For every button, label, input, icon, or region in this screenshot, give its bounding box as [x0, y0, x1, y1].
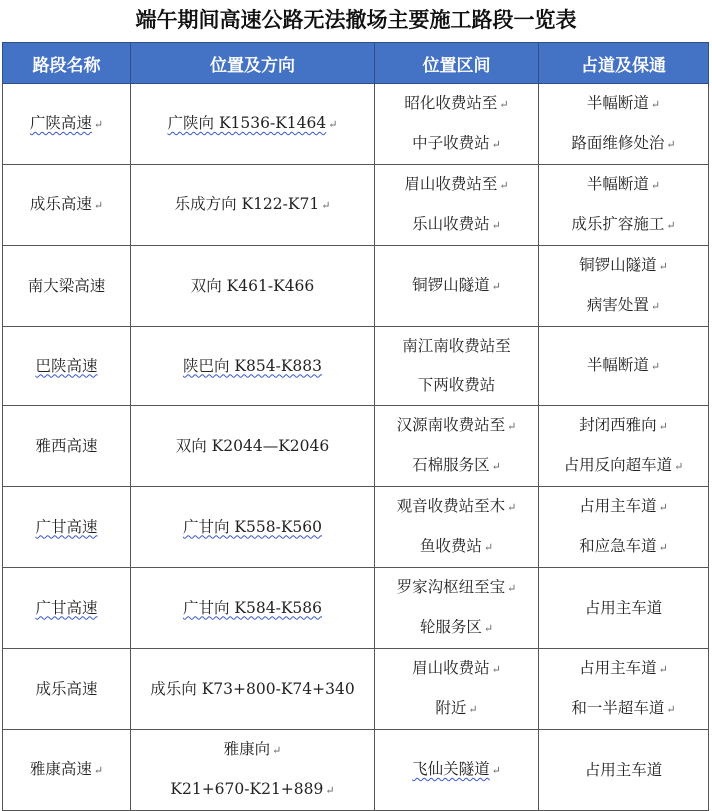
direction-cell [131, 327, 375, 406]
section-name-cell [3, 327, 131, 406]
construction-sections-table [2, 42, 709, 811]
paragraph-mark-icon: ↵ [328, 118, 338, 131]
cell-text-line [539, 689, 708, 729]
paragraph-mark-icon: ↵ [658, 541, 668, 554]
cell-text-line [3, 670, 130, 709]
lane-occupation-cell [539, 165, 709, 246]
paragraph-mark-icon: ↵ [666, 703, 676, 716]
cell-text: 和一半超车道 [571, 699, 665, 717]
cell-text: 乐成方向 K122-K71 [174, 195, 320, 213]
cell-text: 眉山收费站至 [404, 175, 498, 193]
direction-cell [131, 730, 375, 811]
range-cell [375, 730, 539, 811]
paragraph-mark-icon: ↵ [483, 541, 494, 554]
cell-text: 广甘高速 [35, 517, 98, 536]
table-row [3, 165, 709, 246]
header-section-name: 路段名称 [3, 43, 131, 84]
cell-text: 飞仙关隧道 [412, 760, 490, 778]
table-row [3, 327, 709, 406]
cell-text-line [3, 185, 130, 225]
cell-text-line [375, 750, 538, 790]
table-row [3, 84, 709, 165]
paragraph-mark-icon: ↵ [272, 744, 282, 757]
paragraph-mark-icon: ↵ [499, 179, 509, 192]
paragraph-mark-icon: ↵ [658, 420, 668, 433]
cell-text: 石棉服务区 [412, 456, 490, 474]
cell-text: 罗家沟枢纽至宝 [396, 578, 506, 596]
cell-text-line [539, 406, 708, 446]
cell-text: 病害处置 [586, 296, 649, 314]
cell-text-line [375, 124, 538, 164]
direction-cell [131, 84, 375, 165]
section-name-cell [3, 730, 131, 811]
cell-text-line [3, 104, 130, 144]
cell-text-line [131, 427, 374, 466]
cell-text: 汉源南收费站至 [396, 416, 506, 434]
paragraph-mark-icon: ↵ [658, 663, 668, 676]
header-lane-occupation: 占道及保通 [539, 43, 709, 84]
cell-text-line [539, 487, 708, 527]
table-row [3, 568, 709, 649]
cell-text-line [3, 750, 130, 790]
lane-occupation-cell [539, 568, 709, 649]
paragraph-mark-icon: ↵ [491, 219, 501, 232]
section-name-cell [3, 84, 131, 165]
cell-text: 占用主车道 [584, 598, 663, 617]
paragraph-mark-icon: ↵ [491, 764, 501, 777]
cell-text: 铜锣山隧道 [579, 256, 657, 274]
cell-text-line [539, 751, 708, 790]
table-row [3, 487, 709, 568]
cell-text: 雅西高速 [35, 436, 98, 455]
cell-text: 南大梁高速 [27, 276, 106, 295]
cell-text: 昭化收费站至 [404, 94, 498, 112]
section-name-cell [3, 487, 131, 568]
direction-cell [131, 487, 375, 568]
table-row [3, 246, 709, 327]
paragraph-mark-icon: ↵ [666, 138, 676, 151]
paragraph-mark-icon: ↵ [93, 764, 104, 777]
cell-text: 陕巴向 K854-K883 [183, 356, 322, 375]
range-cell [375, 84, 539, 165]
cell-text-line [375, 689, 538, 729]
direction-cell [131, 568, 375, 649]
cell-text: 占用主车道 [579, 497, 657, 515]
paragraph-mark-icon: ↵ [507, 420, 517, 433]
paragraph-mark-icon: ↵ [658, 501, 668, 514]
cell-text-line [375, 608, 538, 648]
cell-text-line [539, 346, 708, 386]
cell-text-line [375, 327, 538, 366]
cell-text-line [131, 730, 374, 770]
cell-text-line [3, 427, 130, 466]
cell-text: 成乐高速 [35, 679, 98, 698]
direction-cell [131, 406, 375, 487]
paragraph-mark-icon: ↵ [325, 784, 335, 797]
cell-text: 半幅断道 [586, 94, 649, 112]
paragraph-mark-icon: ↵ [499, 98, 509, 111]
cell-text: 附近 [435, 699, 467, 717]
cell-text-line [539, 446, 708, 486]
paragraph-mark-icon: ↵ [468, 703, 478, 716]
cell-text-line [131, 347, 374, 386]
paragraph-mark-icon: ↵ [321, 199, 331, 212]
header-location-range: 位置区间 [375, 43, 539, 84]
cell-text-line [375, 487, 538, 527]
cell-text: 铜锣山隧道 [412, 276, 490, 294]
cell-text-line [3, 508, 130, 547]
cell-text-line [131, 267, 374, 306]
cell-text: K21+670-K21+889 [170, 780, 324, 798]
table-row [3, 730, 709, 811]
cell-text: 广陕向 K1536-K1464 [167, 114, 327, 132]
cell-text-line [375, 266, 538, 306]
paragraph-mark-icon: ↵ [674, 460, 684, 473]
cell-text: 乐山收费站 [412, 215, 490, 233]
cell-text-line [131, 185, 374, 225]
paragraph-mark-icon: ↵ [650, 300, 661, 313]
header-location-direction: 位置及方向 [131, 43, 375, 84]
cell-text-line [539, 124, 708, 164]
cell-text-line [539, 589, 708, 628]
paragraph-mark-icon: ↵ [650, 360, 661, 373]
table-row [3, 649, 709, 730]
cell-text: 路面维修处治 [571, 134, 665, 152]
range-cell [375, 487, 539, 568]
paragraph-mark-icon: ↵ [507, 582, 517, 595]
cell-text-line [539, 84, 708, 124]
paragraph-mark-icon: ↵ [650, 98, 661, 111]
cell-text-line [375, 165, 538, 205]
cell-text: 巴陕高速 [35, 356, 98, 375]
cell-text: 南江南收费站至 [402, 337, 511, 355]
range-cell [375, 165, 539, 246]
cell-text: 广陕高速 [29, 114, 92, 132]
cell-text-line [539, 165, 708, 205]
cell-text: 成乐向 K73+800-K74+340 [150, 679, 355, 698]
direction-cell [131, 649, 375, 730]
cell-text-line [375, 205, 538, 245]
cell-text-line [131, 508, 374, 547]
section-name-cell [3, 246, 131, 327]
range-cell [375, 568, 539, 649]
cell-text-line [539, 246, 708, 286]
paragraph-mark-icon: ↵ [491, 460, 501, 473]
section-name-cell [3, 649, 131, 730]
section-name-cell [3, 406, 131, 487]
direction-cell [131, 246, 375, 327]
cell-text: 广甘向 K558-K560 [183, 517, 322, 536]
cell-text: 鱼收费站 [419, 537, 482, 555]
cell-text-line [539, 527, 708, 567]
cell-text: 半幅断道 [586, 356, 649, 374]
paragraph-mark-icon: ↵ [93, 118, 104, 131]
lane-occupation-cell [539, 327, 709, 406]
lane-occupation-cell [539, 406, 709, 487]
cell-text: 雅康向 [223, 740, 271, 758]
cell-text: 眉山收费站 [412, 659, 490, 677]
paragraph-mark-icon: ↵ [650, 179, 661, 192]
section-name-cell [3, 165, 131, 246]
cell-text: 下两收费站 [417, 376, 496, 394]
cell-text-line [375, 406, 538, 446]
cell-text-line [539, 649, 708, 689]
table-header-row [3, 43, 709, 84]
cell-text-line [3, 347, 130, 386]
direction-cell [131, 165, 375, 246]
cell-text: 成乐高速 [29, 195, 92, 213]
cell-text: 占用主车道 [584, 760, 663, 779]
cell-text: 半幅断道 [586, 175, 649, 193]
cell-text: 轮服务区 [419, 618, 482, 636]
paragraph-mark-icon: ↵ [483, 622, 494, 635]
range-cell [375, 246, 539, 327]
cell-text: 占用主车道 [579, 659, 657, 677]
range-cell [375, 649, 539, 730]
cell-text: 占用反向超车道 [563, 456, 673, 474]
cell-text-line [375, 649, 538, 689]
paragraph-mark-icon: ↵ [491, 663, 501, 676]
paragraph-mark-icon: ↵ [507, 501, 517, 514]
cell-text-line [539, 286, 708, 326]
cell-text: 广甘高速 [35, 598, 98, 617]
cell-text-line [131, 104, 374, 144]
cell-text-line [375, 366, 538, 405]
cell-text-line [131, 770, 374, 810]
cell-text: 中子收费站 [412, 134, 490, 152]
paragraph-mark-icon: ↵ [93, 199, 104, 212]
cell-text: 双向 K2044—K2046 [175, 436, 330, 455]
cell-text-line [131, 670, 374, 709]
cell-text: 双向 K461-K466 [190, 276, 315, 295]
cell-text: 雅康高速 [29, 760, 92, 778]
table-title: 端午期间高速公路无法撤场主要施工路段一览表 [135, 8, 577, 32]
cell-text-line [375, 568, 538, 608]
paragraph-mark-icon: ↵ [491, 138, 501, 151]
lane-occupation-cell [539, 649, 709, 730]
cell-text-line [131, 589, 374, 628]
paragraph-mark-icon: ↵ [658, 260, 668, 273]
cell-text: 封闭西雅向 [579, 416, 657, 434]
lane-occupation-cell [539, 730, 709, 811]
section-name-cell [3, 568, 131, 649]
lane-occupation-cell [539, 84, 709, 165]
cell-text-line [375, 527, 538, 567]
cell-text-line [3, 589, 130, 628]
lane-occupation-cell [539, 487, 709, 568]
cell-text: 观音收费站至木 [396, 497, 506, 515]
range-cell [375, 327, 539, 406]
cell-text: 广甘向 K584-K586 [183, 598, 322, 617]
cell-text-line [539, 205, 708, 245]
range-cell [375, 406, 539, 487]
paragraph-mark-icon: ↵ [491, 280, 501, 293]
paragraph-mark-icon: ↵ [666, 219, 676, 232]
cell-text-line [375, 446, 538, 486]
cell-text-line [3, 267, 130, 306]
cell-text: 成乐扩容施工 [571, 215, 665, 233]
cell-text-line [375, 84, 538, 124]
lane-occupation-cell [539, 246, 709, 327]
cell-text: 和应急车道 [579, 537, 657, 555]
table-row [3, 406, 709, 487]
